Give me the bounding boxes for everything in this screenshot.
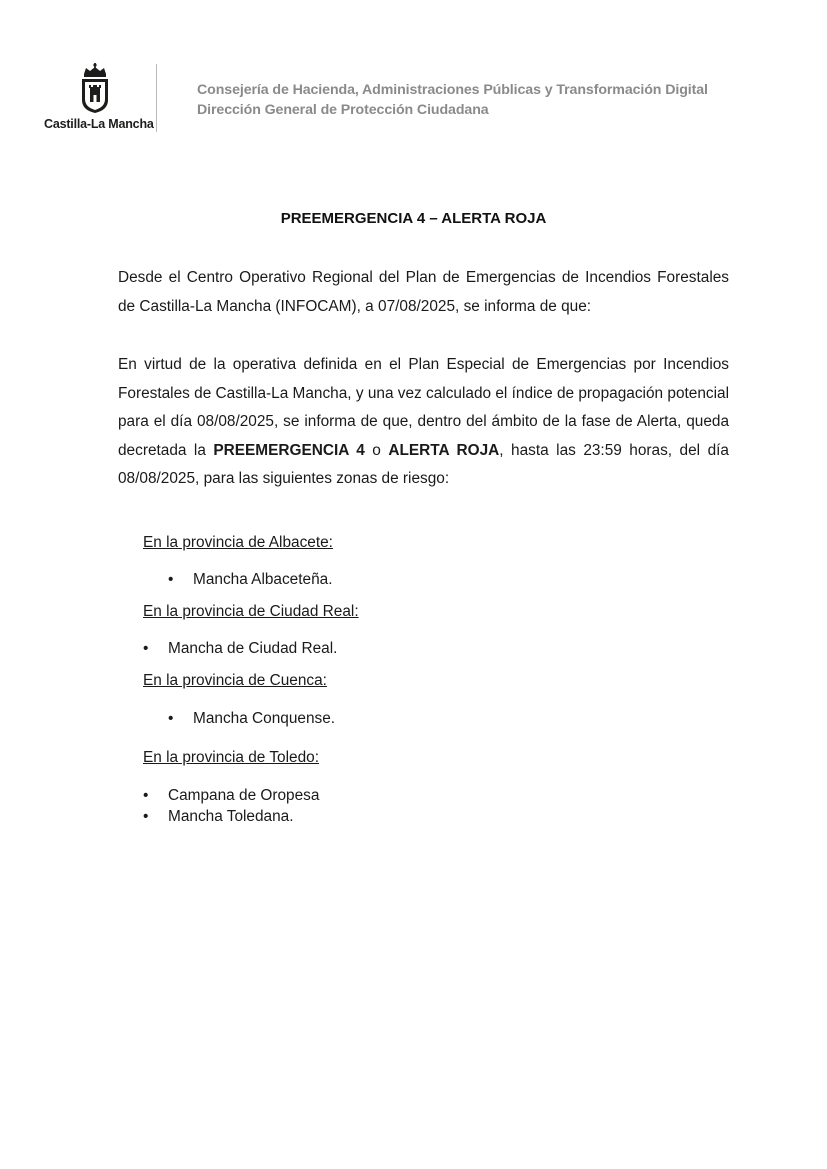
bullet-icon: • bbox=[143, 808, 149, 825]
bullet-icon: • bbox=[143, 640, 149, 657]
zone-label: Mancha de Ciudad Real. bbox=[168, 640, 338, 657]
zone-label: Campana de Oropesa bbox=[168, 787, 320, 804]
zone-item bbox=[168, 571, 333, 589]
zone-item bbox=[168, 710, 336, 728]
header-org bbox=[197, 80, 708, 120]
body-text-3: , hasta las 23:59 horas, del día 08/08/2025, para las siguientes zonas de riesgo: bbox=[118, 441, 729, 487]
province-label-albacete: En la provincia de Albacete: bbox=[143, 534, 333, 551]
header-divider bbox=[156, 64, 157, 132]
document-title: PREEMERGENCIA 4 – ALERTA ROJA bbox=[280, 210, 547, 227]
preemergency-level: PREEMERGENCIA 4 bbox=[213, 441, 365, 459]
bullet-icon: • bbox=[143, 787, 149, 804]
bullet-icon: • bbox=[168, 571, 174, 588]
province-label-cuenca: En la provincia de Cuenca: bbox=[143, 672, 327, 689]
body-text-2: o bbox=[364, 441, 389, 459]
body-text-1: En virtud de la operativa definida en el Plan Especial de Emergencias por Incendios Forestales de Castilla-La Mancha, y una vez calculado el índice de propagación potencial para el día 08/08/2025, se informa de que, dentro del ámbito de la fase de Alerta, queda decretada la bbox=[118, 356, 729, 459]
bullet-icon: • bbox=[168, 710, 174, 727]
province-label-toledo: En la provincia de Toledo: bbox=[143, 749, 319, 766]
castle-crown-emblem-icon bbox=[78, 62, 112, 114]
logo bbox=[40, 62, 158, 134]
department-name: Consejería de Hacienda, Administraciones Públicas y Transformación Digital bbox=[197, 82, 708, 98]
province-label-ciudad-real: En la provincia de Ciudad Real: bbox=[143, 603, 359, 620]
body-paragraph bbox=[118, 351, 729, 494]
zone-item bbox=[143, 640, 338, 658]
intro-paragraph: Desde el Centro Operativo Regional del Plan de Emergencias de Incendios Forestales de Castilla-La Mancha (INFOCAM), a 07/08/2025, se informa de que: bbox=[118, 269, 729, 315]
alert-level: ALERTA ROJA bbox=[388, 441, 500, 459]
zone-item bbox=[143, 787, 320, 805]
zone-label: Mancha Conquense. bbox=[193, 710, 336, 727]
directorate-name: Dirección General de Protección Ciudadana bbox=[197, 102, 489, 118]
logo-text: Castilla-La Mancha bbox=[44, 117, 154, 131]
zone-label: Mancha Toledana. bbox=[168, 808, 294, 825]
zone-item bbox=[143, 808, 294, 826]
zone-label: Mancha Albaceteña. bbox=[193, 571, 333, 588]
